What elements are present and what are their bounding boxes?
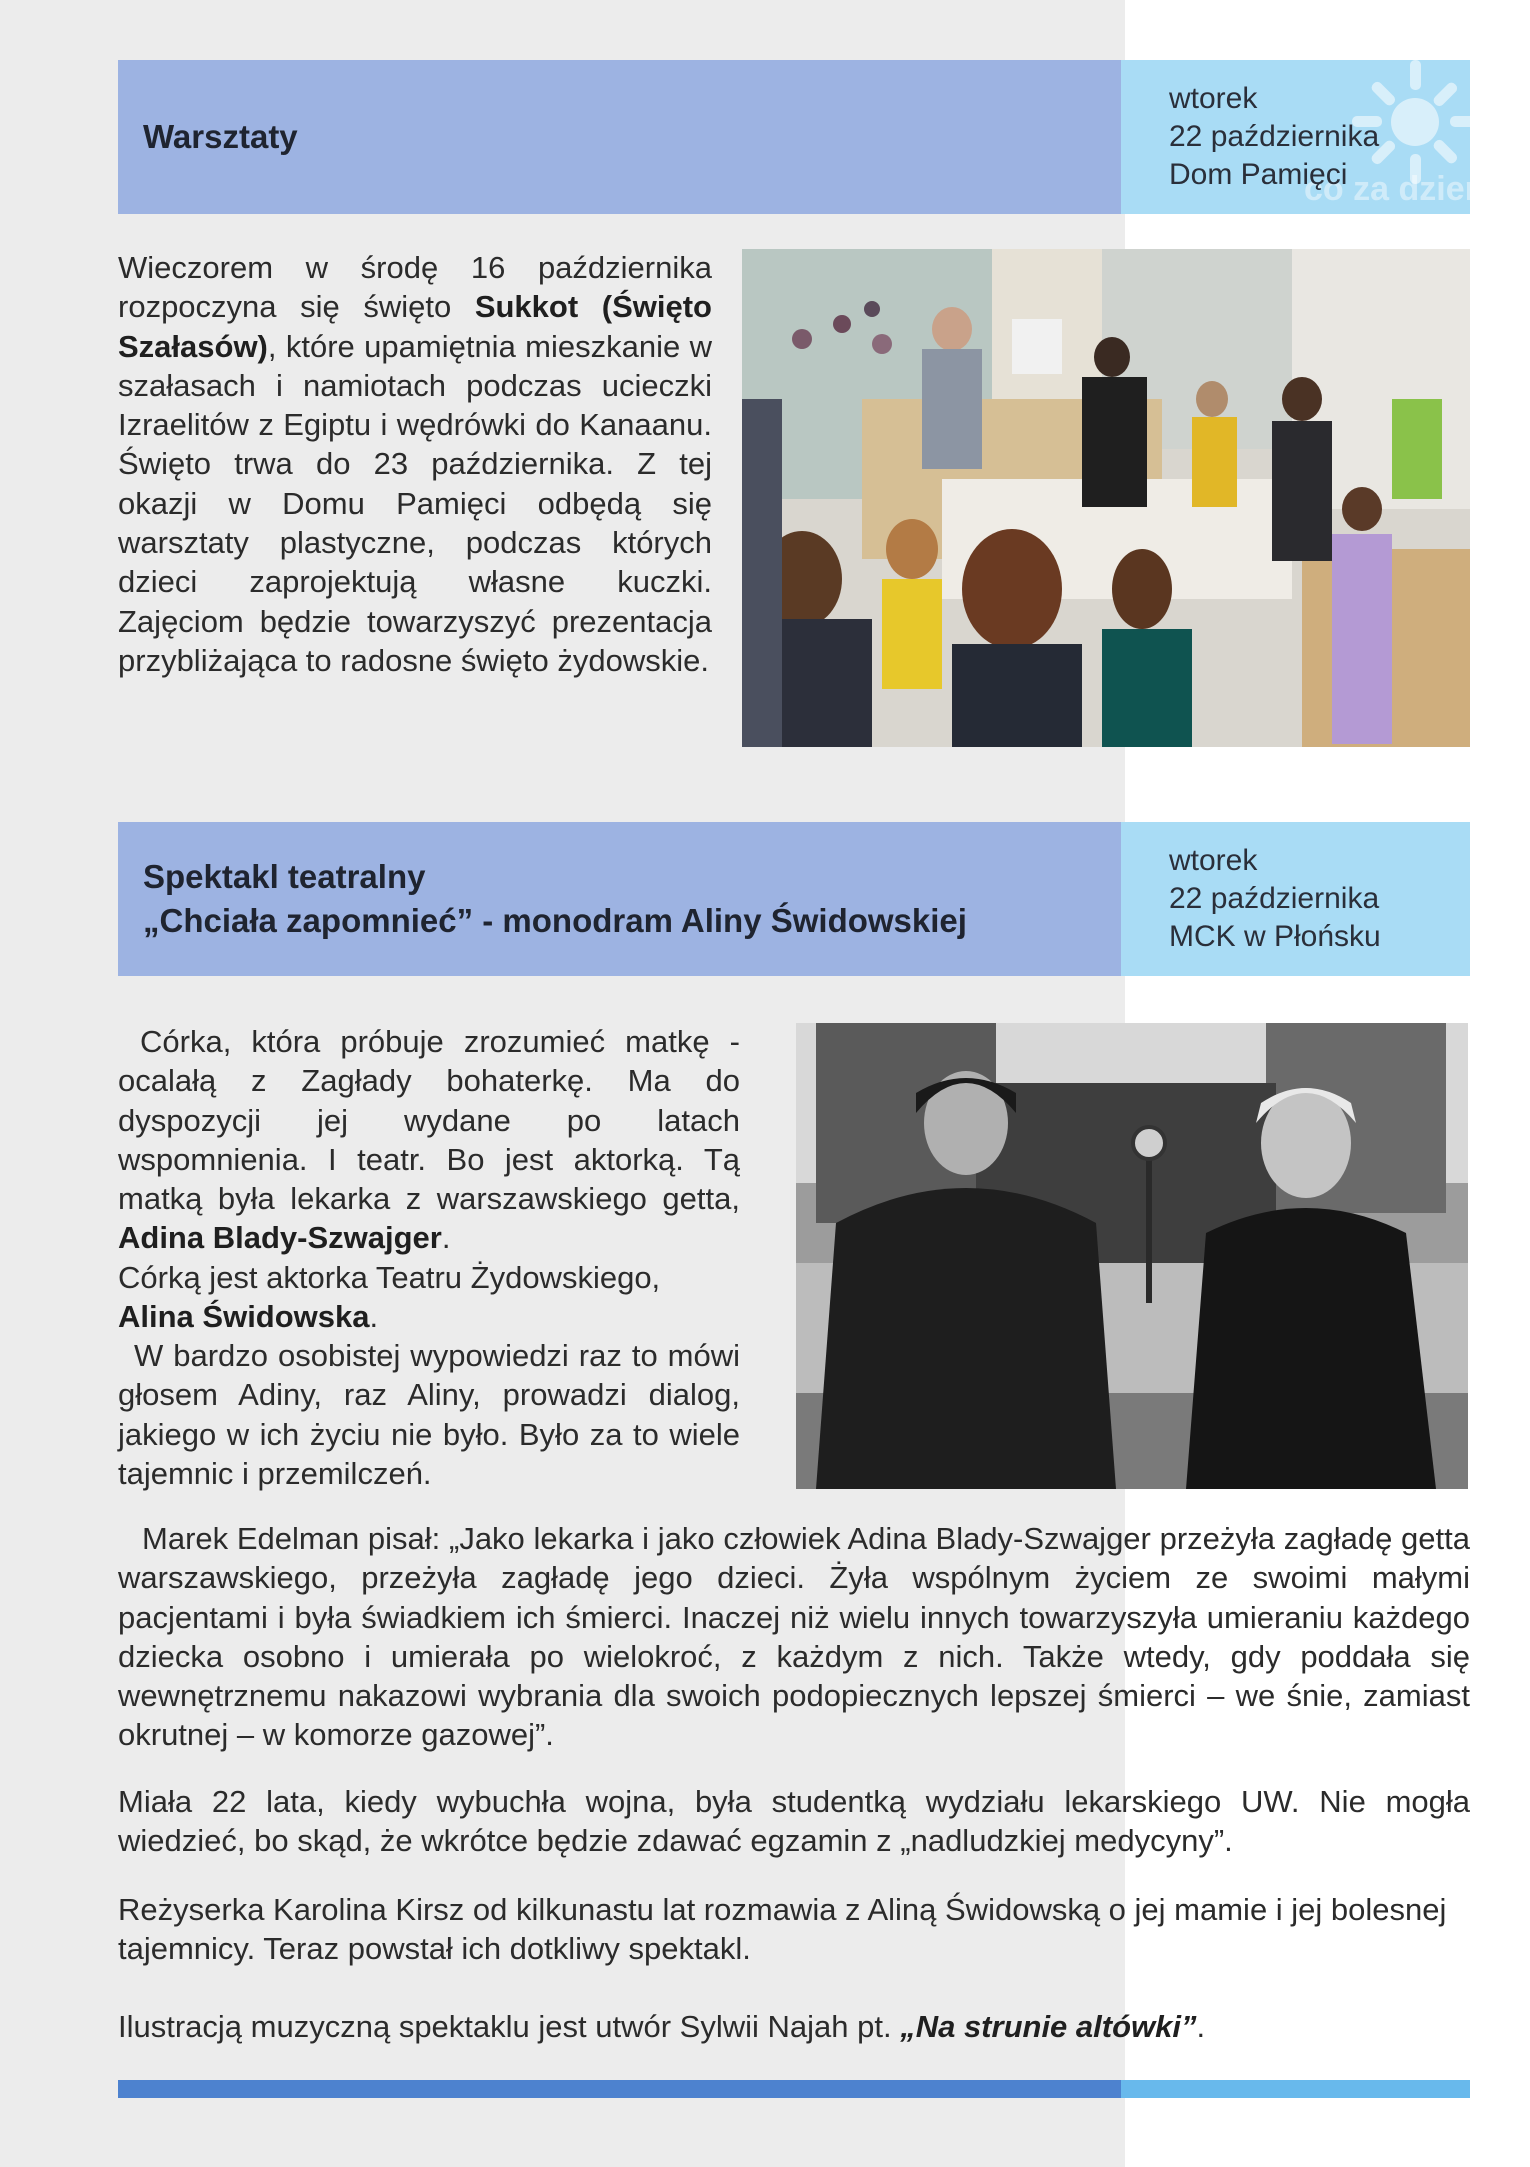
- section-header-theatre: [118, 822, 1470, 976]
- logo-text: co za dzień.pl: [1304, 170, 1526, 208]
- edelman-quote: Marek Edelman pisał: „Jako lekarka i jako człowiek Adina Blady-Szwajger przeżyła zagładę getta warszawskiego, przeżyła zagładę jego dzieci. Żyła wspólnym życiem ze swoimi małymi pacjentami i była świadkiem ich śmierci. Inaczej niż wielu innych towarzyszyła umieraniu każdego dziecka osobno i umierała po wielokroć, z każdym z nich. Także wtedy, gdy poddała się wewnętrznemu nakazowi wybrania dla swoich podopiecznych lepszej śmierci – we śnie, zamiast okrutnej – w komorze gazowej”.: [118, 1521, 1470, 1753]
- header-info-box: [1121, 822, 1470, 976]
- text-run: .: [369, 1299, 379, 1335]
- section-title-line2: „Chciała zapomnieć” - monodram Aliny Świdowskiej: [143, 902, 967, 939]
- text-run: .: [1196, 2009, 1206, 2044]
- header-info-box: [1121, 60, 1526, 214]
- play-dialogue: W bardzo osobistej wypowiedzi raz to mówi głosem Adiny, raz Aliny, prowadzi dialog, jakiego w ich życiu nie było. Było za to wiele tajemnic i przemilczeń.: [118, 1338, 740, 1491]
- bold-song-title: „Na strunie altówki”: [900, 2009, 1197, 2044]
- bold-sukkot: Sukkot (Święto Szałasów): [118, 289, 712, 364]
- text-run: Ilustracją muzyczną spektaklu jest utwór Sylwii Najah pt.: [118, 2009, 901, 2044]
- workshop-description: [118, 248, 712, 680]
- section-title-line1: Spektakl teatralny: [143, 858, 426, 895]
- bold-alina: Alina Świdowska: [118, 1299, 370, 1335]
- text-run: Wieczorem w środę 16 października rozpoczyna się święto: [118, 250, 712, 325]
- event-place: MCK w Płońsku: [1169, 920, 1381, 953]
- workshop-photo: [742, 249, 1470, 747]
- text-run: , które upamiętnia mieszkanie w szałasach i namiotach podczas ucieczki Izraelitów z Egiptu i wędrówki do Kanaanu. Święto trwa do 23 października. Z tej okazji w Domu Pamięci odbędą się warsztaty plastyczne, podczas których dzieci zaprojektują własne kuczki. Zajęciom będzie towarzyszyć prezentacja przybliżająca to radosne święto żydowskie.: [118, 328, 712, 678]
- section-header-workshops: [118, 60, 1526, 214]
- workshop-photo-image: [742, 249, 1470, 747]
- actresses-photo: [796, 1023, 1468, 1489]
- play-intro: [118, 1022, 740, 1258]
- footer-bar: [118, 2080, 1470, 2098]
- event-place: Dom Pamięci: [1169, 158, 1348, 191]
- event-day: wtorek: [1169, 82, 1258, 115]
- director-paragraph: Reżyserka Karolina Kirsz od kilkunastu lat rozmawia z Aliną Świdowską o jej mamie i jej bolesnej tajemnicy. Teraz powstał ich dotkliwy spektakl.: [118, 1892, 1447, 1967]
- text-run: Córka, która próbuje zrozumieć matkę - ocalałą z Zagłady bohaterkę. Ma do dyspozycji jej wydane po latach wspomnienia. I teatr. Bo jest aktorką. Tą matką była lekarka z warszawskiego getta,: [118, 1024, 740, 1217]
- header-title-box: [118, 822, 1121, 976]
- actresses-photo-image: [796, 1023, 1468, 1489]
- header-title-box: [118, 60, 1121, 214]
- section-title: Warsztaty: [143, 118, 298, 155]
- event-date: 22 października: [1169, 120, 1380, 153]
- bold-adina: Adina Blady-Szwajger: [118, 1220, 442, 1256]
- event-day: wtorek: [1169, 844, 1258, 877]
- play-daughter: [118, 1258, 740, 1337]
- event-date: 22 października: [1169, 882, 1380, 915]
- text-run: .: [441, 1220, 451, 1256]
- music-paragraph: [118, 2007, 1470, 2046]
- text-run: Córką jest aktorka Teatru Żydowskiego,: [118, 1260, 661, 1295]
- war-paragraph: Miała 22 lata, kiedy wybuchła wojna, była studentką wydziału lekarskiego UW. Nie mogła wiedzieć, bo skąd, że wkrótce będzie zdawać egzamin z „nadludzkiej medycyny”.: [118, 1784, 1470, 1859]
